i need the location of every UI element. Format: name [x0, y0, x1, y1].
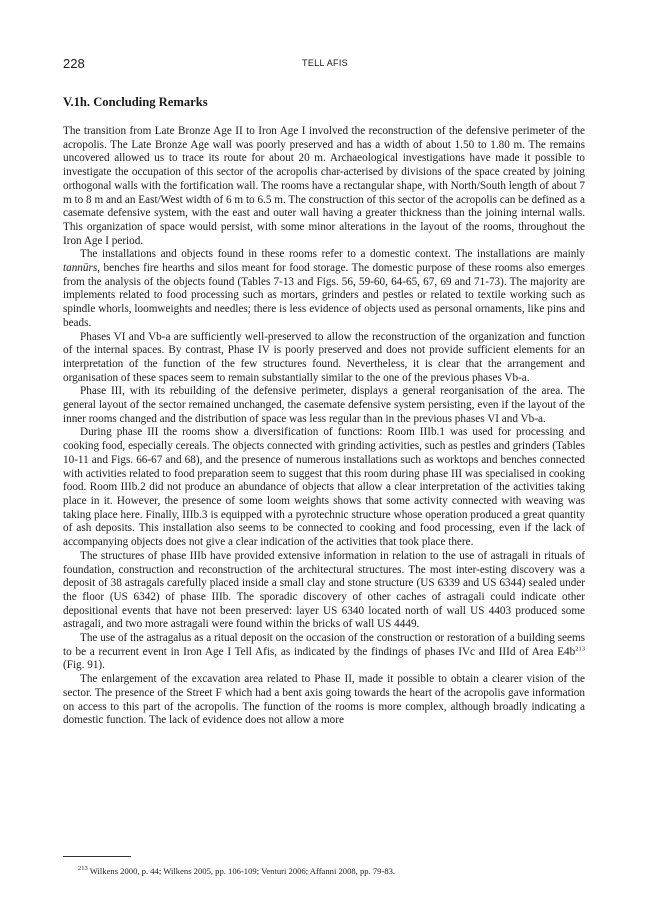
- footnote: [78, 866, 578, 877]
- paragraph-4: Phase III, with its rebuilding of the defensive perimeter, displays a general reorganisation of the area. The general layout of the sector remained unchanged, the casemate defensive system persisting, even if the layout of the inner rooms changed and the distribution of space was less regular than in the previous phases VI and Vb-a.: [63, 385, 585, 425]
- footnote-reference[interactable]: 213: [575, 644, 585, 652]
- paragraph-2-text-b: , benches fire hearths and silos meant for food storage. The domestic purpose of these rooms also emerges from the analysis of the objects found (Tables 7-13 and Figs. 56, 59-60, 64-65, 67, 69 and 71-73). The majority are implements related to food processing such as mortars, grinders and pestles or related to textile working such as spindle whorls, loomweights and needles; there is less evidence of objects used as personal ornaments, like pins and beads.: [63, 262, 585, 329]
- paragraph-7-text-b: (Fig. 91).: [63, 659, 105, 672]
- footnote-number: 213: [78, 865, 88, 873]
- paragraph-3: Phases VI and Vb-a are sufficiently well-preserved to allow the reconstruction of the organization and function of the internal spaces. By contrast, Phase IV is poorly preserved and does not provide sufficient elements for an interpretation of the function of the few structures found. Nevertheless, it is clear that the arrangement and organisation of these spaces seem to remain substantially similar to the one of the previous phases Vb-a.: [63, 330, 585, 384]
- paragraph-6: The structures of phase IIIb have provided extensive information in relation to the use of astragali in rituals of foundation, construction and reconstruction of the architectural structures. The most inter-esting discovery was a deposit of 38 astragals carefully placed inside a small clay and stone structure (US 6339 and US 6344) sealed under the floor (US 6342) of phase IIIb. The sporadic discovery of other caches of astragali could indicate other depositional events that have not been preserved: layer US 6340 located north of wall US 4403 produced some astragali, and two more astragali were found within the bricks of wall US 4449.: [63, 549, 585, 631]
- paragraph-7-text-a: The use of the astragalus as a ritual deposit on the occasion of the construction or restoration of a building seems to be a recurrent event in Iron Age I Tell Afis, as indicated by the findings of phases IVc and IIId of Area E4b: [63, 632, 585, 658]
- running-head: TELL AFIS: [302, 58, 348, 68]
- tannurs-term: tannūrs: [63, 262, 98, 275]
- paragraph-7: [63, 632, 585, 673]
- paragraph-5: During phase III the rooms show a diversification of functions: Room IIIb.1 was used for processing and cooking food, especially cereals. The objects connected with grinding activities, such as pestles and grinders (Tables 10-11 and Figs. 66-67 and 68), and the presence of numerous installations such as worktops and benches connected with activities related to food preparation seem to suggest that this room during phase III was specialised in cooking food. Room IIIb.2 did not produce an abundance of objects that allow a clear interpretation of the activities taking place in it. However, the presence of some loom weights shows that some activity connected with weaving was taking place here. Finally, IIIb.3 is equipped with a pyrotechnic structure whose operation produced a great quantity of ash deposits. This installation also seems to be connected to cooking and food processing, even if the lack of accompanying objects does not give a clear indication of the activities that took place there.: [63, 426, 585, 549]
- paragraph-1: The transition from Late Bronze Age II to Iron Age I involved the reconstruction of the defensive perimeter of the acropolis. The Late Bronze Age wall was poorly preserved and has a width of about 1.50 to 1.80 m. The remains uncovered allowed us to trace its route for about 20 m. Archaeological investigations have made it possible to investigate the occupation of this sector of the acropolis char-acterised by divisions of the space created by joining orthogonal walls with the fortification wall. The rooms have a rectangular shape, with North/South length of about 7 m to 8 m and an East/West width of 6 m to 6.5 m. The construction of this sector of the acropolis can be defined as a casemate defensive system, with the east and outer wall having a greater thickness than the joining internal walls. This organization of space would persist, with some minor alterations in the layout of the rooms, throughout the Iron Age I period.: [63, 125, 585, 247]
- page-number: 228: [63, 56, 85, 71]
- section-title: V.1h. Concluding Remarks: [63, 95, 208, 109]
- paragraph-2-text-a: The installations and objects found in these rooms refer to a domestic context. The installations are mainly: [80, 248, 585, 261]
- body-text: [63, 125, 585, 728]
- footnote-divider: [63, 856, 131, 857]
- paragraph-8: The enlargement of the excavation area related to Phase II, made it possible to obtain a clearer vision of the sector. The presence of the Street F which had a bent axis going towards the heart of the acropolis gave information on access to this part of the acropolis. The function of the rooms is more complex, although broadly indicating a domestic function. The lack of evidence does not allow a more: [63, 673, 585, 727]
- footnote-text: Wilkens 2000, p. 44; Wilkens 2005, pp. 106-109; Venturi 2006; Affanni 2008, pp. 79-83.: [87, 866, 396, 876]
- page-header: [63, 56, 587, 72]
- paragraph-2: [63, 248, 585, 330]
